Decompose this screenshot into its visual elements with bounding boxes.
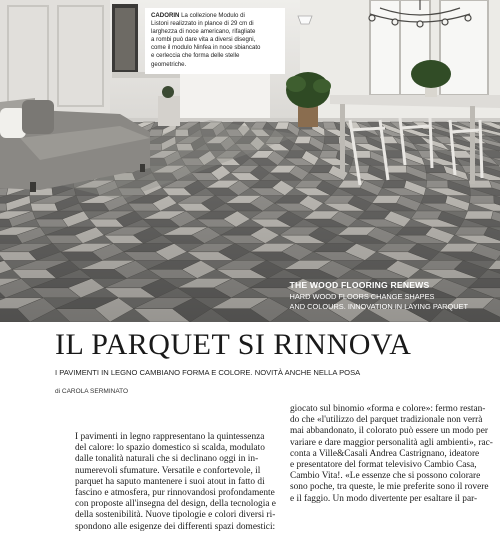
body-line: con proposte all'insegna del design, della tecnologia e <box>75 499 276 510</box>
byline-author: CAROLA SERMINATO <box>61 388 129 395</box>
body-line: numerevoli sfumature. Versatile e confortevole, il <box>75 465 261 476</box>
english-subtitle-line: AND COLOURS. INNOVATION IN LAYING PARQUET <box>289 301 468 311</box>
body-line: giocato sul binomio «forma e colore»: fermo restan- <box>290 404 486 414</box>
body-line: e presentatore del format televisivo Cambio Casa, <box>290 460 477 471</box>
english-subtitle <box>290 292 469 311</box>
body-line: do che «l'utilizzo del parquet tradizionale non verrà <box>290 415 483 426</box>
english-title: THE WOOD FLOORING RENEWS <box>289 280 430 290</box>
caption-line: larghezza di noce americano, rifagliate <box>151 28 256 36</box>
body-line: parquet ha saputo mantenere i suoi atout in fatto di <box>75 476 265 487</box>
body-line: della sostenibilità. Nuove tipologie e colori diversi ri- <box>75 510 276 521</box>
caption-line: a rombi può dare vita a diversi disegni, <box>151 36 256 44</box>
article-subtitle: I PAVIMENTI IN LEGNO CAMBIANO FORMA E COLORE. NOVITÀ ANCHE NELLA POSA <box>55 368 361 377</box>
caption-line: Listoni realizzato in plance di 29 cm di <box>151 20 254 28</box>
body-line: mai abbandonato, il colorato può essere un modo per <box>290 426 488 437</box>
article-title: IL PARQUET SI RINNOVA <box>55 328 412 361</box>
body-line: sono poche, tra queste, le mie preferite sono il rovere <box>290 482 489 493</box>
caption-line: come il modulo Ninfea in noce sbiancato <box>151 44 261 52</box>
caption-line: La collezione Modulo di <box>181 12 245 19</box>
body-line: Cambio Vita!. «Le essenze che si possono colorare <box>290 471 481 482</box>
body-line: e il faggio. Un modo divertente per esaltare il par- <box>290 493 478 504</box>
body-column-right <box>290 404 495 505</box>
caption-line: geometriche. <box>151 60 187 68</box>
body-line: I pavimenti in legno rappresentano la quintessenza <box>75 432 265 442</box>
body-line: dalle tonalità naturali che si declinano oggi in in- <box>75 454 259 465</box>
byline-prefix: di <box>55 388 61 395</box>
photo-caption <box>145 8 285 74</box>
body-line: del calore: lo spazio domestico si scalda, modulato <box>75 443 265 454</box>
body-line: fascino e atmosfera, pur rinnovandosi profondamente <box>75 488 275 499</box>
caption-brand: CADORIN <box>151 12 180 19</box>
english-summary <box>290 280 469 311</box>
english-subtitle-line: HARD WOOD FLOORS CHANGE SHAPES <box>289 292 435 301</box>
side-table <box>158 96 180 126</box>
body-column-left <box>75 432 275 533</box>
byline <box>55 388 128 395</box>
body-line: spondono alle esigenze dei differenti spazi domestici: <box>75 521 276 532</box>
caption-line: e cerleccia che forma delle stelle <box>151 52 240 60</box>
body-line: conta a Ville&Casali Andrea Castrignano, ideatore <box>290 448 480 459</box>
body-line: variare e dare maggior personalità agli ambienti», rac- <box>290 437 493 448</box>
